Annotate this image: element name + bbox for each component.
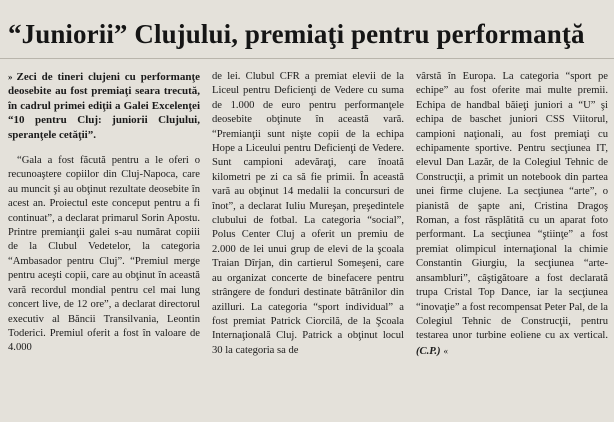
paragraph-final [416, 70, 608, 359]
article-body [8, 70, 608, 420]
lead-arrow-icon: » [8, 72, 13, 82]
lead-text: Zeci de tineri clujeni cu performanţe deosebite au fost premiaţi seara trecută, în cadrul primei ediţii a Galei Excelenţei “10 pentru Cluj: juniorii Clujului, speranţele cetăţii”. [8, 71, 200, 141]
end-arrow-icon: « [443, 345, 449, 356]
paragraph: “Gala a fost făcută pentru a le oferi o recunoaştere copiilor din Cluj-Napoca, care au muncit şi au obţinut rezultate deosebite în acest an. Proiectul este conceput pentru a fi continuat”, a declarat primarul Sorin Apostu. Printre premianţii galei s-au numărat copiii de la Clubul Vedetelor, la categoria “Ambasador pentru Cluj”. “Premiul merge pentru aceşti copii, care au obţinut în această vară recordul mondial pentru cel mai lung concert live, de 12 ore”, a declarat directorul executiv al Băncii Transilvania, Leontin Toderici. Premiul oferit a fost în valoare de 4.000 [8, 155, 200, 354]
column-2 [212, 70, 404, 420]
column-3 [416, 70, 608, 420]
article-lead [8, 70, 200, 142]
article-headline: “Juniorii” Clujului, premiaţi pentru performanţă [8, 19, 585, 49]
paragraph: de lei. Clubul CFR a premiat elevii de la Liceul pentru Deficienţi de Vedere cu suma de 1.000 de euro pentru performanţele deosebite obţinute în această vară. “Premianţii sunt nişte copii de la echipa Hope a Liceului pentru Deficienţi de Vedere. Sunt campioni adevăraţi, care înoată kilometri pe zi ca să fie primii. În această vară au obţinut 14 medalii la concursuri de înot”, a declarat Iuliu Mureşan, preşedintele clubului de fotbal. La categoria “social”, Polus Center Cluj a oferit un premiu de 2.000 de lei unui grup de elevi de la şcoala Traian Dîrjan, din cartierul Someşeni, care au organizat concerte de binefacere pentru strângere de fonduri destinate bătrânilor din azilluri. La categoria “sport individual” a fost premiat Patrick Ciorcilă, de la Şcoala Internaţională Cluj. Patrick a obţinut locul 30 la categoria sa de [212, 71, 404, 356]
headline-divider [0, 58, 614, 59]
column-1 [8, 70, 200, 420]
paragraph-text: vârstă în Europa. La categoria “sport pe echipe” au fost oferite mai multe premii. Echipa de handbal băieţi juniori a “U” şi echipa de baschet juniori CSS Viitorul, campioni naţionali, au fost premiaţi cu echipamente sportive. Pentru secţiunea IT, elevul Dan Lazăr, de la Colegiul Tehnic de Construcţii, a primit un notebook din partea unei firme clujene. La secţiunea “arte”, o pianistă de şapte ani, Cristina Dragoş Roman, a fost răsplătită cu un aparat foto performant. La secţiunea “ştiinţe” a fost premiat olimpicul internaţional la chimie Constantin Giurgiu, la secţiunea “arte-ansambluri”, câştigătoare a fost declarată trupa Cristal Top Dance, iar la secţiunea “inovaţie” a fost recompensat Peter Pal, de la Colegiul Tehnic de Construcţii, pentru testarea unor turbine eoliene cu ax vertical. [416, 71, 608, 342]
author-signature: (C.P.) [416, 345, 441, 357]
